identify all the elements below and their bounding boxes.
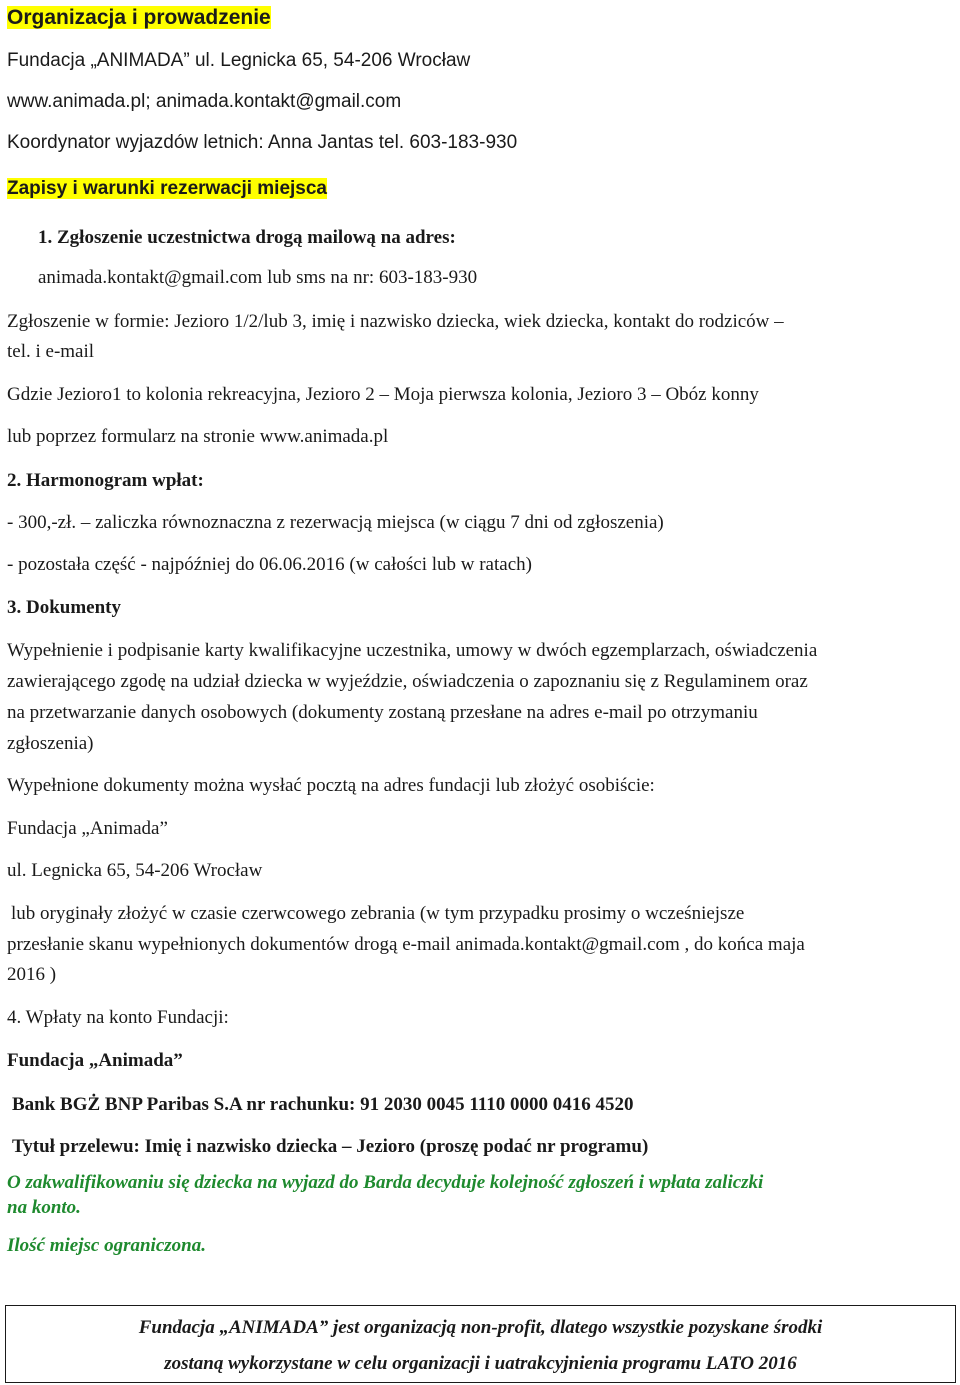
documents-line3: na przetwarzanie danych osobowych (dokumenty zostaną przesłane na adres e-mail po otrzymaniu xyxy=(7,702,758,723)
coordinator-contact: Koordynator wyjazdów letnich: Anna Jantas tel. 603-183-930 xyxy=(7,132,518,153)
item4-title: 4. Wpłaty na konto Fundacji: xyxy=(7,1007,229,1028)
qualification-notice-line1: O zakwalifikowaniu się dziecka na wyjazd do Barda decyduje kolejność zgłoszeń i wpłata zaliczki xyxy=(7,1172,764,1193)
send-documents-line: Wypełnione dokumenty można wysłać pocztą na adres fundacji lub złożyć osobiście: xyxy=(7,775,655,796)
account-holder: Fundacja „Animada” xyxy=(7,1050,183,1071)
item3-title: 3. Dokumenty xyxy=(7,597,122,618)
section-title-zapisy: Zapisy i warunki rezerwacji miejsca xyxy=(7,178,327,199)
online-form-line: lub poprzez formularz na stronie www.animada.pl xyxy=(7,426,389,447)
payment-remaining: - pozostała część - najpóźniej do 06.06.2016 (w całości lub w ratach) xyxy=(7,554,532,575)
originals-line3: 2016 ) xyxy=(7,964,57,985)
footer-line2: zostaną wykorzystane w celu organizacji i uatrakcyjnienia programu LATO 2016 xyxy=(164,1353,797,1374)
program-explanation: Gdzie Jezioro1 to kolonia rekreacyjna, Jezioro 2 – Moja pierwsza kolonia, Jezioro 3 – Obóz konny xyxy=(7,384,759,405)
limited-places-notice: Ilość miejsc ograniczona. xyxy=(7,1235,206,1256)
documents-line2: zawierającego zgodę na udział dziecka w wyjeździe, oświadczenia o zapoznaniu się z Regulaminem oraz xyxy=(7,671,808,692)
bank-account-line: Bank BGŻ BNP Paribas S.A nr rachunku: 91 2030 0045 1110 0000 0416 4520 xyxy=(12,1094,634,1115)
form-description-line2: tel. i e-mail xyxy=(7,341,95,362)
section-title-organizacja: Organizacja i prowadzenie xyxy=(7,6,271,29)
item1-contact: animada.kontakt@gmail.com lub sms na nr: 603-183-930 xyxy=(38,267,478,288)
foundation-name: Fundacja „Animada” xyxy=(7,818,168,839)
transfer-title: Tytuł przelewu: Imię i nazwisko dziecka – Jezioro (proszę podać nr programu) xyxy=(12,1136,649,1157)
item2-title: 2. Harmonogram wpłat: xyxy=(7,470,204,491)
documents-line1: Wypełnienie i podpisanie karty kwalifikacyjne uczestnika, umowy w dwóch egzemplarzach, oświadczenia xyxy=(7,640,818,661)
footer-line1: Fundacja „ANIMADA” jest organizacją non-profit, dlatego wszystkie pozyskane środki xyxy=(138,1317,823,1338)
originals-line2: przesłanie skanu wypełnionych dokumentów drogą e-mail animada.kontakt@gmail.com , do końca maja xyxy=(7,934,805,955)
item1-title: 1. Zgłoszenie uczestnictwa drogą mailową na adres: xyxy=(38,227,456,248)
non-profit-footer-box xyxy=(5,1305,956,1383)
originals-line1: lub oryginały złożyć w czasie czerwcowego zebrania (w tym przypadku prosimy o wcześniejsze xyxy=(11,903,745,924)
foundation-address: Fundacja „ANIMADA” ul. Legnicka 65, 54-206 Wrocław xyxy=(7,50,471,71)
documents-line4: zgłoszenia) xyxy=(7,733,94,754)
foundation-street: ul. Legnicka 65, 54-206 Wrocław xyxy=(7,860,263,881)
payment-deposit: - 300,-zł. – zaliczka równoznaczna z rezerwacją miejsca (w ciągu 7 dni od zgłoszenia) xyxy=(7,512,664,533)
qualification-notice-line2: na konto. xyxy=(7,1197,81,1218)
web-contact: www.animada.pl; animada.kontakt@gmail.com xyxy=(7,91,402,112)
form-description-line1: Zgłoszenie w formie: Jezioro 1/2/lub 3, imię i nazwisko dziecka, wiek dziecka, kontakt do rodziców – xyxy=(7,311,784,332)
